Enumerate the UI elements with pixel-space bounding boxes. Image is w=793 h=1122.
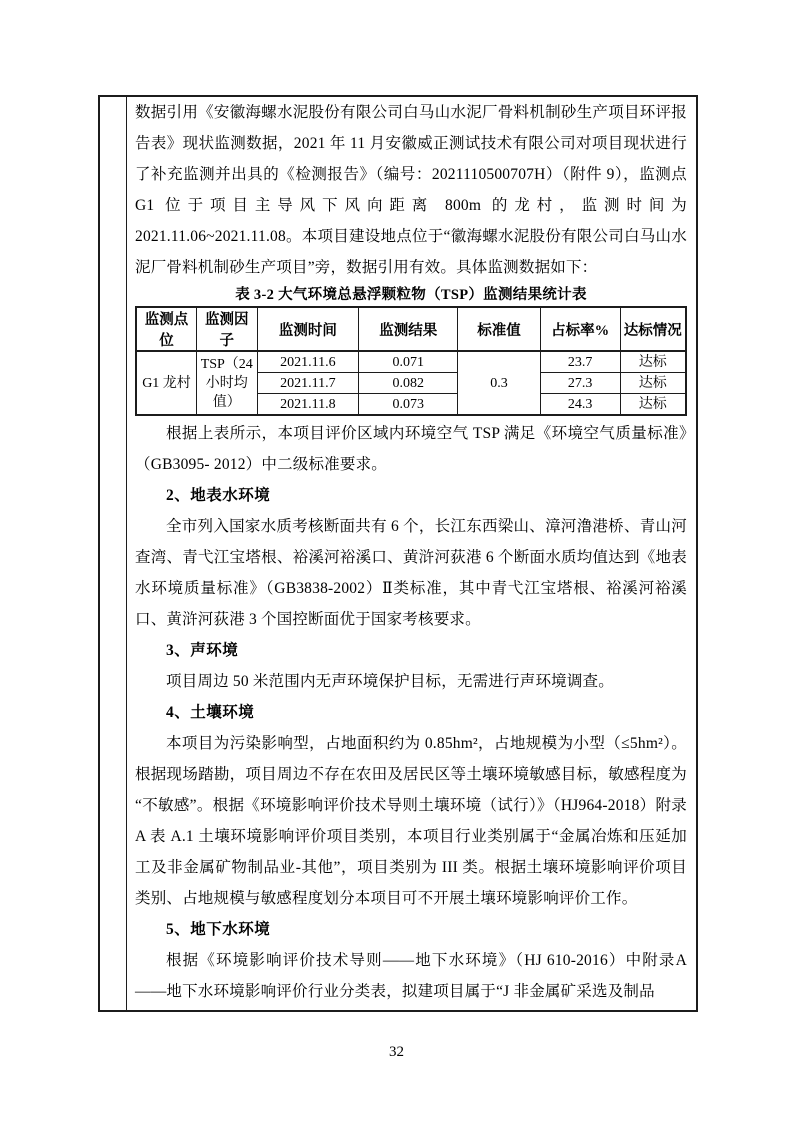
- paragraph-groundwater: 根据《环境影响评价技术导则——地下水环境》（HJ 610-2016）中附录A——地下水环境影响评价行业分类表，拟建项目属于“J 非金属矿采选及制品: [135, 952, 687, 1000]
- col-header-standard: 标准值: [458, 307, 541, 351]
- paragraph-soil: 本项目为污染影响型，占地面积约为 0.85hm²，占地规模为小型（≤5hm²）。根据现场踏勘，项目周边不存在农田及居民区等土壤环境敏感目标，敏感程度为“不敏感”。根据《环境影响评价技术导则土壤环境（试行）》（HJ964-2018）附录 A 表 A.1 土壤环境影响评价项目类别，本项目行业类别属于“金属冶炼和压延加工及非金属矿物制品业-其他”，项目类别为 III 类。根据土壤环境影响评价项目类别、占地规模与敏感程度划分本项目可不开展土壤环境影响评价工作。: [135, 735, 687, 907]
- paragraph-intro: 数据引用《安徽海螺水泥股份有限公司白马山水泥厂骨料机制砂生产项目环评报告表》现状监测数据，2021 年 11 月安徽威正测试技术有限公司对项目现状进行了补充监测并出具的《检测报告》（编号：2021110500707H）（附件 9），监测点 G1 位于项目主导风下风向距离 800m 的龙村，监测时间为2021.11.06~2021.11.08。本项目建设地点位于“徽海螺水泥股份有限公司白马山水泥厂骨料机制砂生产项目”旁，数据引用有效。具体监测数据如下：: [135, 104, 687, 276]
- cell-result: 0.073: [359, 394, 458, 416]
- table-header-row: [136, 307, 686, 351]
- cell-rate: 23.7: [540, 351, 620, 373]
- page-number: 32: [389, 1044, 404, 1060]
- table-title: 表 3-2 大气环境总悬浮颗粒物（TSP）监测结果统计表: [235, 287, 587, 303]
- section-heading-surface-water: 2、地表水环境: [166, 487, 271, 504]
- cell-standard: 0.3: [458, 351, 541, 415]
- cell-result: 0.082: [359, 373, 458, 394]
- col-header-date: 监测时间: [257, 307, 359, 351]
- document-frame: [98, 95, 698, 1012]
- side-label-column: [100, 97, 127, 1010]
- cell-site: G1 龙村: [136, 351, 197, 415]
- cell-date: 2021.11.6: [257, 351, 359, 373]
- col-header-rate: 占标率%: [540, 307, 620, 351]
- paragraph-air-conclusion: 根据上表所示，本项目评价区域内环境空气 TSP 满足《环境空气质量标准》（GB3095- 2012）中二级标准要求。: [135, 425, 687, 473]
- cell-factor: TSP（24小时均值）: [197, 351, 258, 415]
- section-heading-groundwater: 5、地下水环境: [166, 921, 271, 938]
- table-row: [136, 351, 686, 373]
- cell-rate: 27.3: [540, 373, 620, 394]
- paragraph-surface-water: 全市列入国家水质考核断面共有 6 个，长江东西梁山、漳河澛港桥、青山河查湾、青弋江宝塔根、裕溪河裕溪口、黄浒河荻港 6 个断面水质均值达到《地表水环境质量标准》（GB3838-2002）Ⅱ类标准，其中青弋江宝塔根、裕溪河裕溪口、黄浒河荻港 3 个国控断面优于国家考核要求。: [135, 518, 687, 628]
- tsp-monitoring-table: [135, 306, 687, 416]
- document-content: [127, 97, 696, 1010]
- cell-status: 达标: [620, 394, 686, 416]
- cell-date: 2021.11.7: [257, 373, 359, 394]
- col-header-factor: 监测因子: [197, 307, 258, 351]
- cell-status: 达标: [620, 351, 686, 373]
- cell-date: 2021.11.8: [257, 394, 359, 416]
- col-header-result: 监测结果: [359, 307, 458, 351]
- col-header-status: 达标情况: [620, 307, 686, 351]
- cell-rate: 24.3: [540, 394, 620, 416]
- cell-status: 达标: [620, 373, 686, 394]
- cell-result: 0.071: [359, 351, 458, 373]
- section-heading-acoustic: 3、声环境: [166, 642, 239, 659]
- paragraph-acoustic: 项目周边 50 米范围内无声环境保护目标，无需进行声环境调查。: [166, 673, 614, 690]
- section-heading-soil: 4、土壤环境: [166, 704, 255, 721]
- col-header-site: 监测点位: [136, 307, 197, 351]
